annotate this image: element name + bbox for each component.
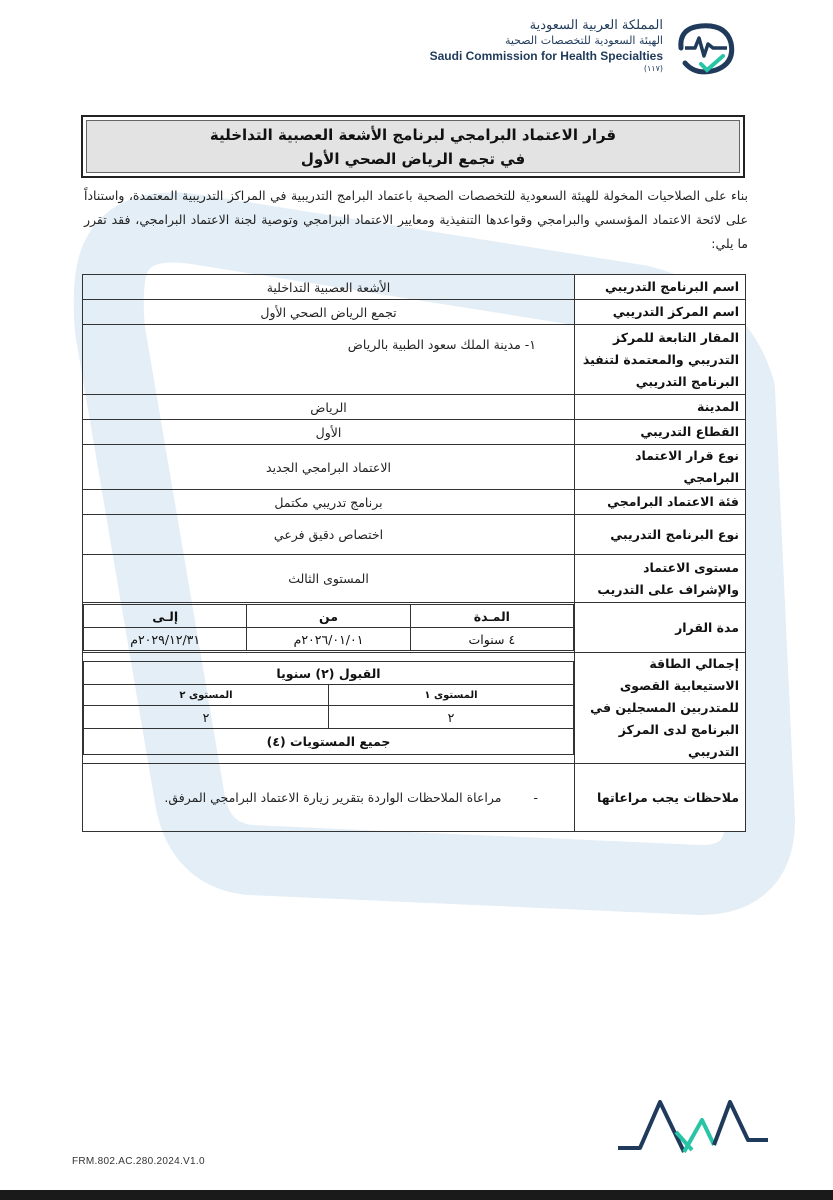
table-row [83,515,746,555]
duration-head-to: إلـى [84,605,247,628]
row-value-program-type: اختصاص دقيق فرعي [83,515,575,555]
capacity-level2-value: ٢ [84,706,329,729]
logo-org-arabic-line2: الهيئة السعودية للتخصصات الصحية [504,34,663,47]
row-label-level: مستوى الاعتماد والإشراف على التدريب [575,555,746,603]
intro-paragraph: بناء على الصلاحيات المخولة للهيئة السعودية للتخصصات الصحية باعتماد البرامج التدريبية في المراكز التدريبية المعتمدة، واستناداً على لائحة الاعتماد المؤسسي والبرامجي وقواعدها التنفيذية ومعايير الاعتماد البرامجي وتوصية لجنة الاعتماد البرامجي، فقد تقرر ما يلي: [84,188,748,251]
table-row [83,420,746,445]
row-label-decision-type: نوع قرار الاعتماد البرامجي [575,445,746,490]
logo-org-arabic-line1: المملكة العربية السعودية [529,18,663,33]
capacity-level1-value: ٢ [329,706,574,729]
logo-hotline: (١١٧) [643,64,663,73]
logo-text-block [430,18,663,74]
duration-head-period: المـدة [410,605,573,628]
table-row [83,490,746,515]
document-title-line1: قرار الاعتماد البرامجي لبرنامج الأشعة العصبية التداخلية [209,125,617,144]
organization-logo [430,18,741,80]
duration-period-value: ٤ سنوات [410,628,573,651]
accreditation-details-table [82,274,746,832]
duration-head-from: من [247,605,410,628]
capacity-all-levels: جميع المستويات (٤) [84,729,574,755]
row-value-center-name: تجمع الرياض الصحي الأول [83,300,575,325]
row-value-sector: الأول [83,420,575,445]
table-row [83,764,746,832]
capacity-intake: القبول (٢) سنويا [84,662,574,685]
row-label-sites: المقار التابعة للمركز التدريبي والمعتمدة لتنفيذ البرنامج التدريبي [575,325,746,395]
table-row [83,445,746,490]
logo-org-english: Saudi Commission for Health Specialties [429,49,663,63]
capacity-level1-label: المستوى ١ [329,685,574,706]
capacity-level2-label: المستوى ٢ [84,685,329,706]
table-row [83,300,746,325]
row-label-notes: ملاحظات يجب مراعاتها [575,764,746,832]
row-value-program-name: الأشعة العصبية التداخلية [83,275,575,300]
row-label-duration: مدة القرار [575,603,746,653]
capacity-cell [83,653,575,764]
row-value-sites: ١- مدينة الملك سعود الطبية بالرياض [83,325,575,395]
table-row [83,555,746,603]
duration-to-value: ٢٠٢٩/١٢/٣١م [84,628,247,651]
row-label-program-name: اسم البرنامج التدريبي [575,275,746,300]
table-row [83,653,746,764]
capacity-subtable [83,661,574,755]
duration-from-value: ٢٠٢٦/٠١/٠١م [247,628,410,651]
document-title-box [81,115,745,178]
row-label-program-type: نوع البرنامج التدريبي [575,515,746,555]
row-label-sector: القطاع التدريبي [575,420,746,445]
table-row [83,275,746,300]
row-value-category: برنامج تدريبي مكتمل [83,490,575,515]
duration-cell [83,603,575,653]
row-label-capacity: إجمالي الطاقة الاستيعابية القصوى للمتدربين المسجلين في البرنامج لدى المركز التدريبي [575,653,746,764]
footer-bar [0,1190,833,1200]
table-row [83,603,746,653]
row-value-decision-type: الاعتماد البرامجي الجديد [83,445,575,490]
row-value-level: المستوى الثالث [83,555,575,603]
notes-bullet: - [533,790,538,805]
table-row [83,395,746,420]
row-label-center-name: اسم المركز التدريبي [575,300,746,325]
footer-pulse-logo-icon [618,1090,768,1170]
duration-subtable [83,604,574,651]
document-title-line2: في تجمع الرياض الصحي الأول [300,149,526,168]
row-label-category: فئة الاعتماد البرامجي [575,490,746,515]
form-code: FRM.802.AC.280.2024.V1.0 [72,1156,205,1167]
row-label-city: المدينة [575,395,746,420]
row-value-city: الرياض [83,395,575,420]
notes-text: مراعاة الملاحظات الواردة بتقرير زيارة الاعتماد البرامجي المرفق. [164,790,502,805]
table-row [83,325,746,395]
row-value-notes [83,764,575,832]
scfhs-emblem-icon [671,18,741,80]
